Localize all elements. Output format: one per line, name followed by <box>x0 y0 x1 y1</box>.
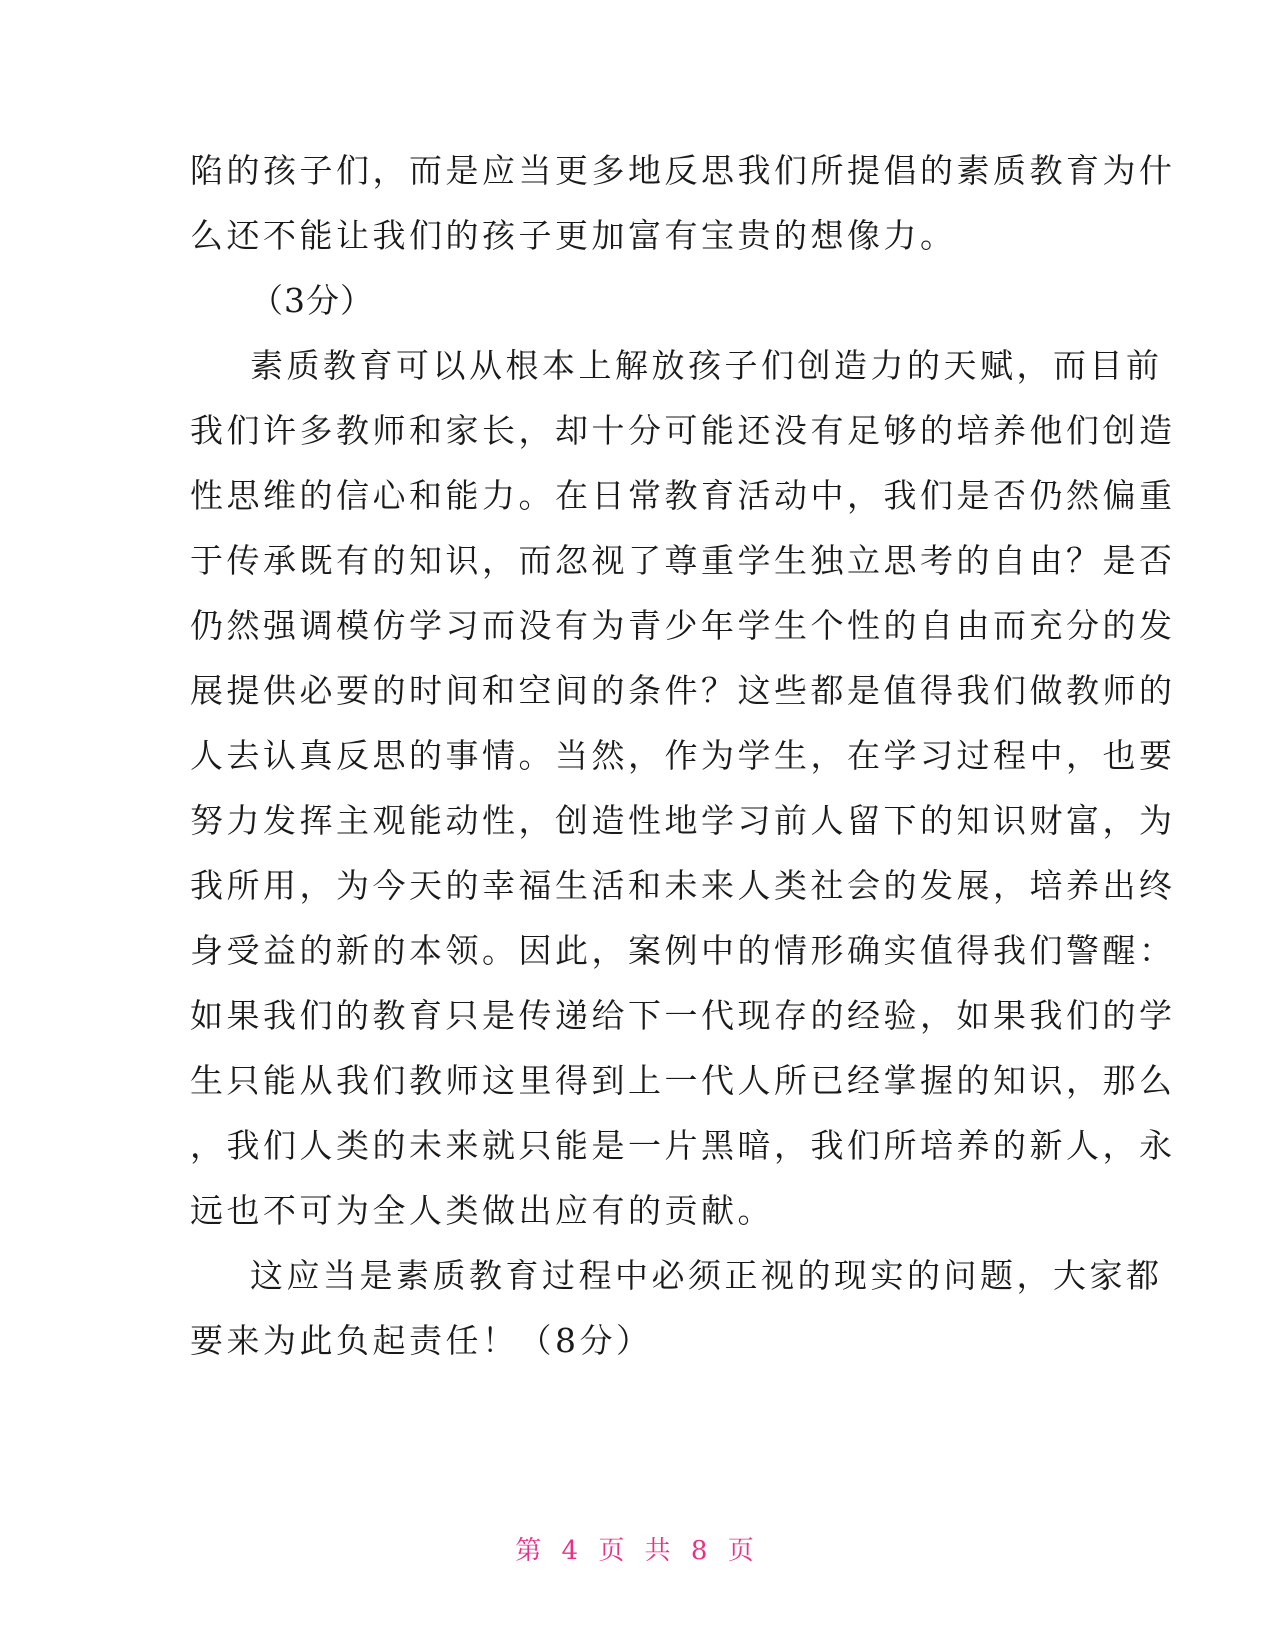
text-line: 于传承既有的知识，而忽视了尊重学生独立思考的自由？是否 <box>190 541 1176 580</box>
text-line: 我所用，为今天的幸福生活和未来人类社会的发展，培养出终 <box>190 866 1176 905</box>
text-line: 我们许多教师和家长，却十分可能还没有足够的培养他们创造 <box>190 411 1176 450</box>
paragraph-start-line: 素质教育可以从根本上解放孩子们创造力的天赋，而目前 <box>250 346 1163 385</box>
page-footer: 第 4 页 共 8 页 <box>515 1536 760 1566</box>
text-line: 身受益的新的本领。因此，案例中的情形确实值得我们警醒： <box>190 931 1176 970</box>
score-note: （3分） <box>250 281 374 320</box>
document-body <box>190 138 1176 1373</box>
text-line: ，我们人类的未来就只能是一片黑暗，我们所培养的新人，永 <box>190 1126 1176 1165</box>
text-line: 如果我们的教育只是传递给下一代现存的经验，如果我们的学 <box>190 996 1176 1035</box>
text-line: 人去认真反思的事情。当然，作为学生，在学习过程中，也要 <box>190 736 1176 775</box>
text-line: 生只能从我们教师这里得到上一代人所已经掌握的知识，那么 <box>190 1061 1176 1100</box>
text-line: 要来为此负起责任！（8分） <box>190 1321 653 1360</box>
paragraph-start-line: 这应当是素质教育过程中必须正视的现实的问题，大家都 <box>250 1256 1163 1295</box>
text-line: 陷的孩子们，而是应当更多地反思我们所提倡的素质教育为什 <box>190 151 1176 190</box>
text-line: 远也不可为全人类做出应有的贡献。 <box>190 1191 774 1230</box>
text-line: 性思维的信心和能力。在日常教育活动中，我们是否仍然偏重 <box>190 476 1176 515</box>
text-line: 展提供必要的时间和空间的条件？这些都是值得我们做教师的 <box>190 671 1176 710</box>
text-line: 仍然强调模仿学习而没有为青少年学生个性的自由而充分的发 <box>190 606 1176 645</box>
text-line: 努力发挥主观能动性，创造性地学习前人留下的知识财富，为 <box>190 801 1176 840</box>
text-line: 么还不能让我们的孩子更加富有宝贵的想像力。 <box>190 216 957 255</box>
